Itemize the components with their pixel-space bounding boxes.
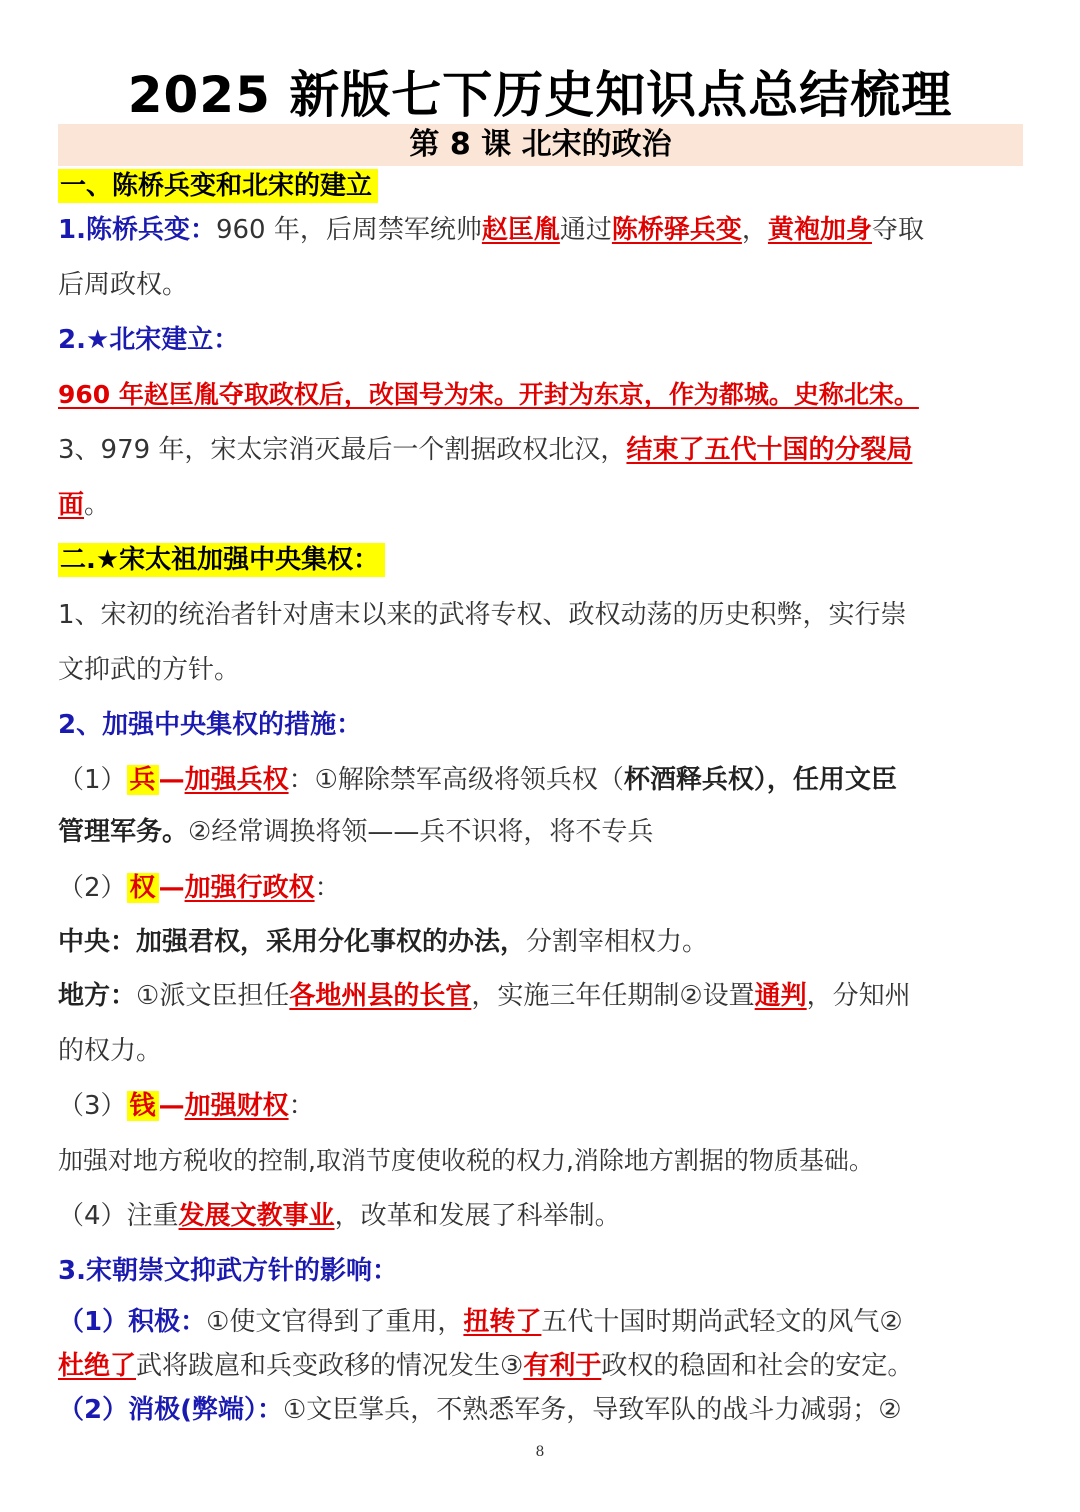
keyword-end-division-cont: 面 [58, 490, 85, 520]
para-policy-2: 文抑武的方针。 [58, 655, 241, 685]
text: 武将跋扈和兵变政移的情况发生③ [136, 1351, 524, 1381]
text: ②经常调换将领——兵不识将，将不专兵 [188, 817, 654, 847]
lesson-heading: 第 8 课 北宋的政治 [58, 124, 1023, 166]
text: （2） [58, 873, 127, 903]
text: 管理军务。 [58, 817, 189, 847]
section-1-heading: 一、陈桥兵变和北宋的建立 [58, 169, 378, 203]
page-number: 8 [535, 1444, 545, 1460]
para-beisong-body [58, 375, 1023, 415]
keyword-bingbian: 陈桥驿兵变 [611, 215, 742, 245]
text: 3、979 年，宋太宗消灭最后一个割据政权北汉， [58, 435, 627, 465]
text: ①文臣掌兵，不熟悉军务，导致军队的战斗力减弱；② [282, 1395, 902, 1425]
measure-3-text: 加强对地方税收的控制,取消节度使收税的权力,消除地方割据的物质基础。 [58, 1146, 874, 1175]
impact-negative [58, 1390, 1023, 1430]
keyword-huangpao: 黄袍加身 [767, 215, 872, 245]
section-2-heading-row [58, 540, 1023, 580]
para-979-cont [58, 485, 1023, 525]
measure-3 [58, 1086, 1023, 1126]
para-policy-1: 1、宋初的统治者针对唐末以来的武将专权、政权动荡的历史积弊，实行崇 [58, 600, 907, 630]
text: 分割宰相权力。 [526, 927, 709, 957]
measure-2-local-cont: 的权力。 [58, 1036, 163, 1066]
para-beisong-label [58, 320, 1023, 360]
text: ①使文官得到了重用， [206, 1307, 464, 1337]
text: — [158, 873, 185, 903]
text: 杯酒释兵权），任用文臣 [623, 765, 897, 795]
beisong-label: 2.★北宋建立： [58, 325, 240, 355]
text: ①派文臣担任 [136, 981, 290, 1011]
measure-2 [58, 868, 1023, 908]
negative-label: （2）消极(弊端）： [58, 1395, 283, 1425]
measure-1 [58, 760, 1023, 800]
impact-positive-cont [58, 1346, 1023, 1386]
keyword-youliyu: 有利于 [523, 1351, 602, 1381]
keyword-niuzhuan: 扭转了 [463, 1307, 542, 1337]
text: ， [741, 215, 768, 245]
keyword-officials: 各地州县的长官 [289, 981, 472, 1011]
impact-label-row [58, 1251, 1023, 1291]
text: 。 [84, 490, 111, 520]
measure-4 [58, 1196, 1023, 1236]
text: 夺取 [871, 215, 924, 245]
text: 960 年，后周禁军统帅 [215, 215, 482, 245]
chenqiao-label: 1.陈桥兵变： [58, 215, 216, 245]
measures-label: 2、加强中央集权的措施： [58, 710, 363, 740]
beisong-red-text: 960 年赵匡胤夺取政权后，改国号为宋。开封为东京，作为都城。史称北宋。 [58, 380, 919, 409]
text: — [158, 1091, 185, 1121]
section-2-heading: 二.★宋太祖加强中央集权： [58, 543, 385, 577]
measure-3-title: 加强财权 [184, 1091, 289, 1121]
text: ，改革和发展了科举制。 [334, 1201, 621, 1231]
text: ，分知州 [806, 981, 911, 1011]
text: 地方： [58, 981, 137, 1011]
text: ：①解除禁军高级将领兵权（ [288, 765, 624, 795]
text: （3） [58, 1091, 127, 1121]
text: 政权的稳固和社会的安定。 [601, 1351, 914, 1381]
text: （4）注重 [58, 1201, 179, 1231]
keyword-zhao: 赵匡胤 [481, 215, 560, 245]
measure-2-central [58, 922, 1023, 962]
text: （1） [58, 765, 127, 795]
text: 中央：加强君权，采用分化事权的办法， [58, 927, 527, 957]
key-qian: 钱 [127, 1091, 159, 1121]
measure-2-local [58, 976, 1023, 1016]
measure-2-title: 加强行政权 [184, 873, 315, 903]
keyword-end-division: 结束了五代十国的分裂局 [626, 435, 913, 465]
text: ： [314, 873, 341, 903]
para-chenqiao-cont: 后周政权。 [58, 270, 189, 300]
measure-1-title: 加强兵权 [184, 765, 289, 795]
key-bing: 兵 [127, 765, 159, 795]
impact-positive [58, 1302, 1023, 1342]
measures-label-row [58, 705, 1023, 745]
para-chenqiao [58, 210, 1023, 250]
para-979 [58, 430, 1023, 470]
text: ： [288, 1091, 315, 1121]
text: ，实施三年任期制②设置 [471, 981, 755, 1011]
measure-1-cont [58, 812, 1023, 852]
document-title: 2025 新版七下历史知识点总结梳理 [127, 66, 953, 124]
key-quan: 权 [127, 873, 159, 903]
keyword-dujue: 杜绝了 [58, 1351, 137, 1381]
keyword-tongpan: 通判 [754, 981, 807, 1011]
text: — [158, 765, 185, 795]
positive-label: （1）积极： [58, 1307, 207, 1337]
section-1-heading-row [58, 166, 1023, 206]
keyword-culture: 发展文教事业 [178, 1201, 335, 1231]
text: 通过 [559, 215, 612, 245]
impact-label: 3.宋朝崇文抑武方针的影响： [58, 1256, 398, 1286]
text: 五代十国时期尚武轻文的风气② [541, 1307, 903, 1337]
